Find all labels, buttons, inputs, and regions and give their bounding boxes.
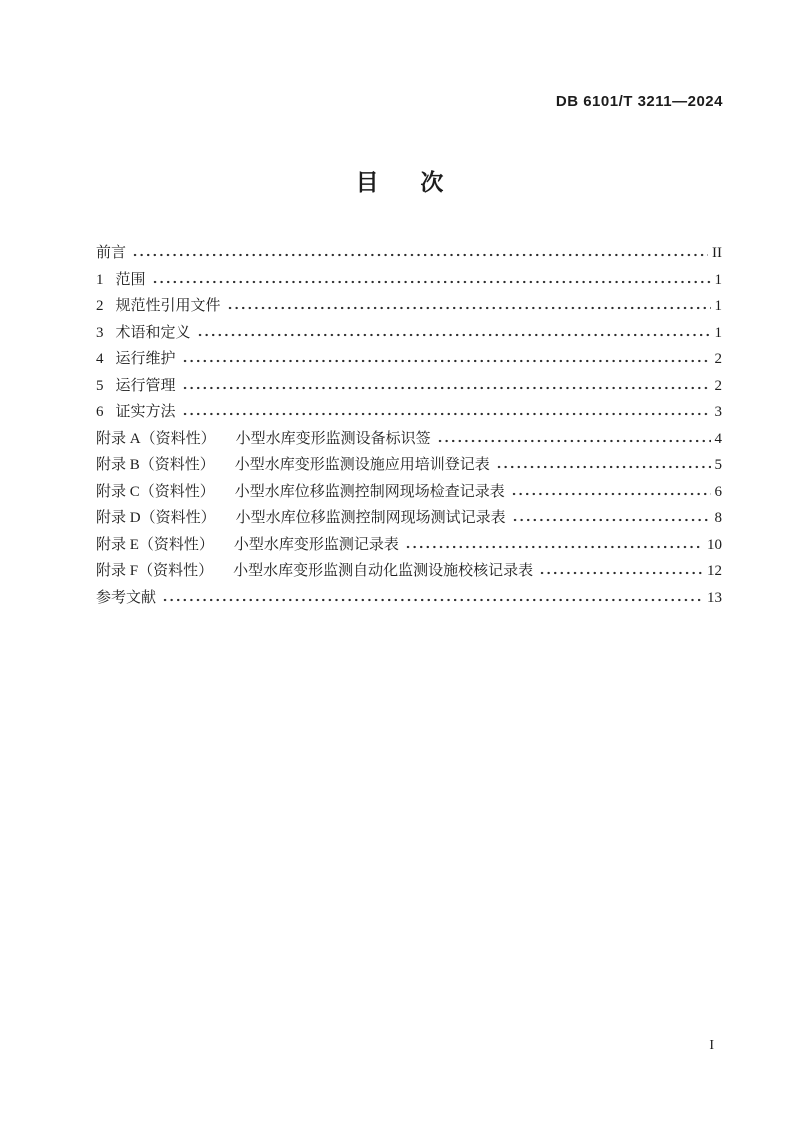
toc-entry: [96, 558, 722, 585]
toc-entry-title: 证实方法: [115, 404, 176, 421]
dot-leader: [182, 386, 711, 390]
toc-entry: [96, 346, 722, 373]
toc-entry-prefix: 6: [96, 404, 104, 421]
toc-entry: [96, 532, 722, 559]
toc-entry-title: 运行管理: [115, 377, 176, 394]
dot-leader: [197, 333, 711, 337]
toc-entry: [96, 399, 722, 426]
toc-entry-page-number: 13: [707, 589, 722, 606]
toc-entry-title: 小型水库位移监测控制网现场测试记录表: [235, 510, 506, 527]
footer-page-number: I: [709, 1038, 714, 1053]
toc-entry-page-number: 5: [714, 457, 722, 474]
toc-entry-prefix: 附录 E（资料性）: [96, 536, 214, 553]
toc-entry-title: 小型水库变形监测记录表: [233, 536, 399, 553]
toc-entry-page-number: 1: [714, 298, 722, 315]
dot-leader: [132, 253, 708, 257]
toc-entry-prefix: 3: [96, 324, 104, 341]
toc-entry-page-number: II: [712, 245, 722, 261]
standard-number: DB 6101/T 3211—2024: [555, 93, 723, 110]
dot-leader: [539, 571, 703, 575]
toc-list: [96, 240, 722, 611]
toc-entry-page-number: 1: [714, 271, 722, 288]
dot-leader: [511, 492, 711, 496]
toc-entry: [96, 426, 722, 453]
dot-leader: [437, 439, 711, 443]
toc-entry-page-number: 10: [707, 536, 722, 553]
toc-entry: [96, 267, 722, 294]
toc-entry: [96, 320, 722, 347]
toc-entry-page-number: 12: [707, 563, 722, 580]
toc-entry-prefix: 附录 D（资料性）: [96, 510, 216, 527]
dot-leader: [162, 598, 703, 602]
toc-entry-title: 小型水库位移监测控制网现场检查记录表: [234, 483, 505, 500]
toc-entry-title: 规范性引用文件: [115, 298, 221, 315]
toc-entry-prefix: 4: [96, 351, 104, 368]
toc-entry-prefix: 2: [96, 298, 104, 315]
dot-leader: [512, 518, 711, 522]
toc-entry-prefix: 附录 A（资料性）: [96, 430, 216, 447]
toc-entry-page-number: 2: [714, 377, 722, 394]
dot-leader: [152, 280, 711, 284]
dot-leader: [405, 545, 703, 549]
toc-entry-prefix: 附录 B（资料性）: [96, 457, 215, 474]
toc-entry-title: 术语和定义: [115, 324, 191, 341]
toc-entry-prefix: 5: [96, 377, 104, 394]
toc-entry: [96, 479, 722, 506]
toc-entry: [96, 240, 722, 267]
toc-entry: [96, 373, 722, 400]
toc-entry: [96, 505, 722, 532]
toc-entry: [96, 452, 722, 479]
toc-entry-page-number: 1: [714, 324, 722, 341]
toc-entry: [96, 293, 722, 320]
toc-entry-page-number: 6: [714, 483, 722, 500]
toc-entry-page-number: 3: [714, 404, 722, 421]
toc-entry: [96, 585, 722, 612]
dot-leader: [182, 359, 711, 363]
page-title: 目 次: [355, 170, 445, 195]
toc-entry-title: 参考文献: [96, 589, 157, 606]
toc-entry-prefix: 附录 C（资料性）: [96, 483, 215, 500]
toc-entry-page-number: 2: [714, 351, 722, 368]
toc-entry-title: 小型水库变形监测设备标识签: [235, 430, 431, 447]
dot-leader: [227, 306, 711, 310]
toc-entry-prefix: 附录 F（资料性）: [96, 563, 214, 580]
dot-leader: [496, 465, 711, 469]
dot-leader: [182, 412, 711, 416]
toc-entry-page-number: 4: [714, 430, 722, 447]
toc-entry-title: 前言: [96, 245, 127, 261]
toc-entry-title: 小型水库变形监测自动化监测设施校核记录表: [233, 563, 534, 580]
toc-entry-title: 小型水库变形监测设施应用培训登记表: [234, 457, 490, 474]
toc-entry-prefix: 1: [96, 271, 104, 288]
toc-entry-title: 运行维护: [115, 351, 176, 368]
toc-entry-title: 范围: [115, 271, 146, 288]
toc-entry-page-number: 8: [714, 510, 722, 527]
